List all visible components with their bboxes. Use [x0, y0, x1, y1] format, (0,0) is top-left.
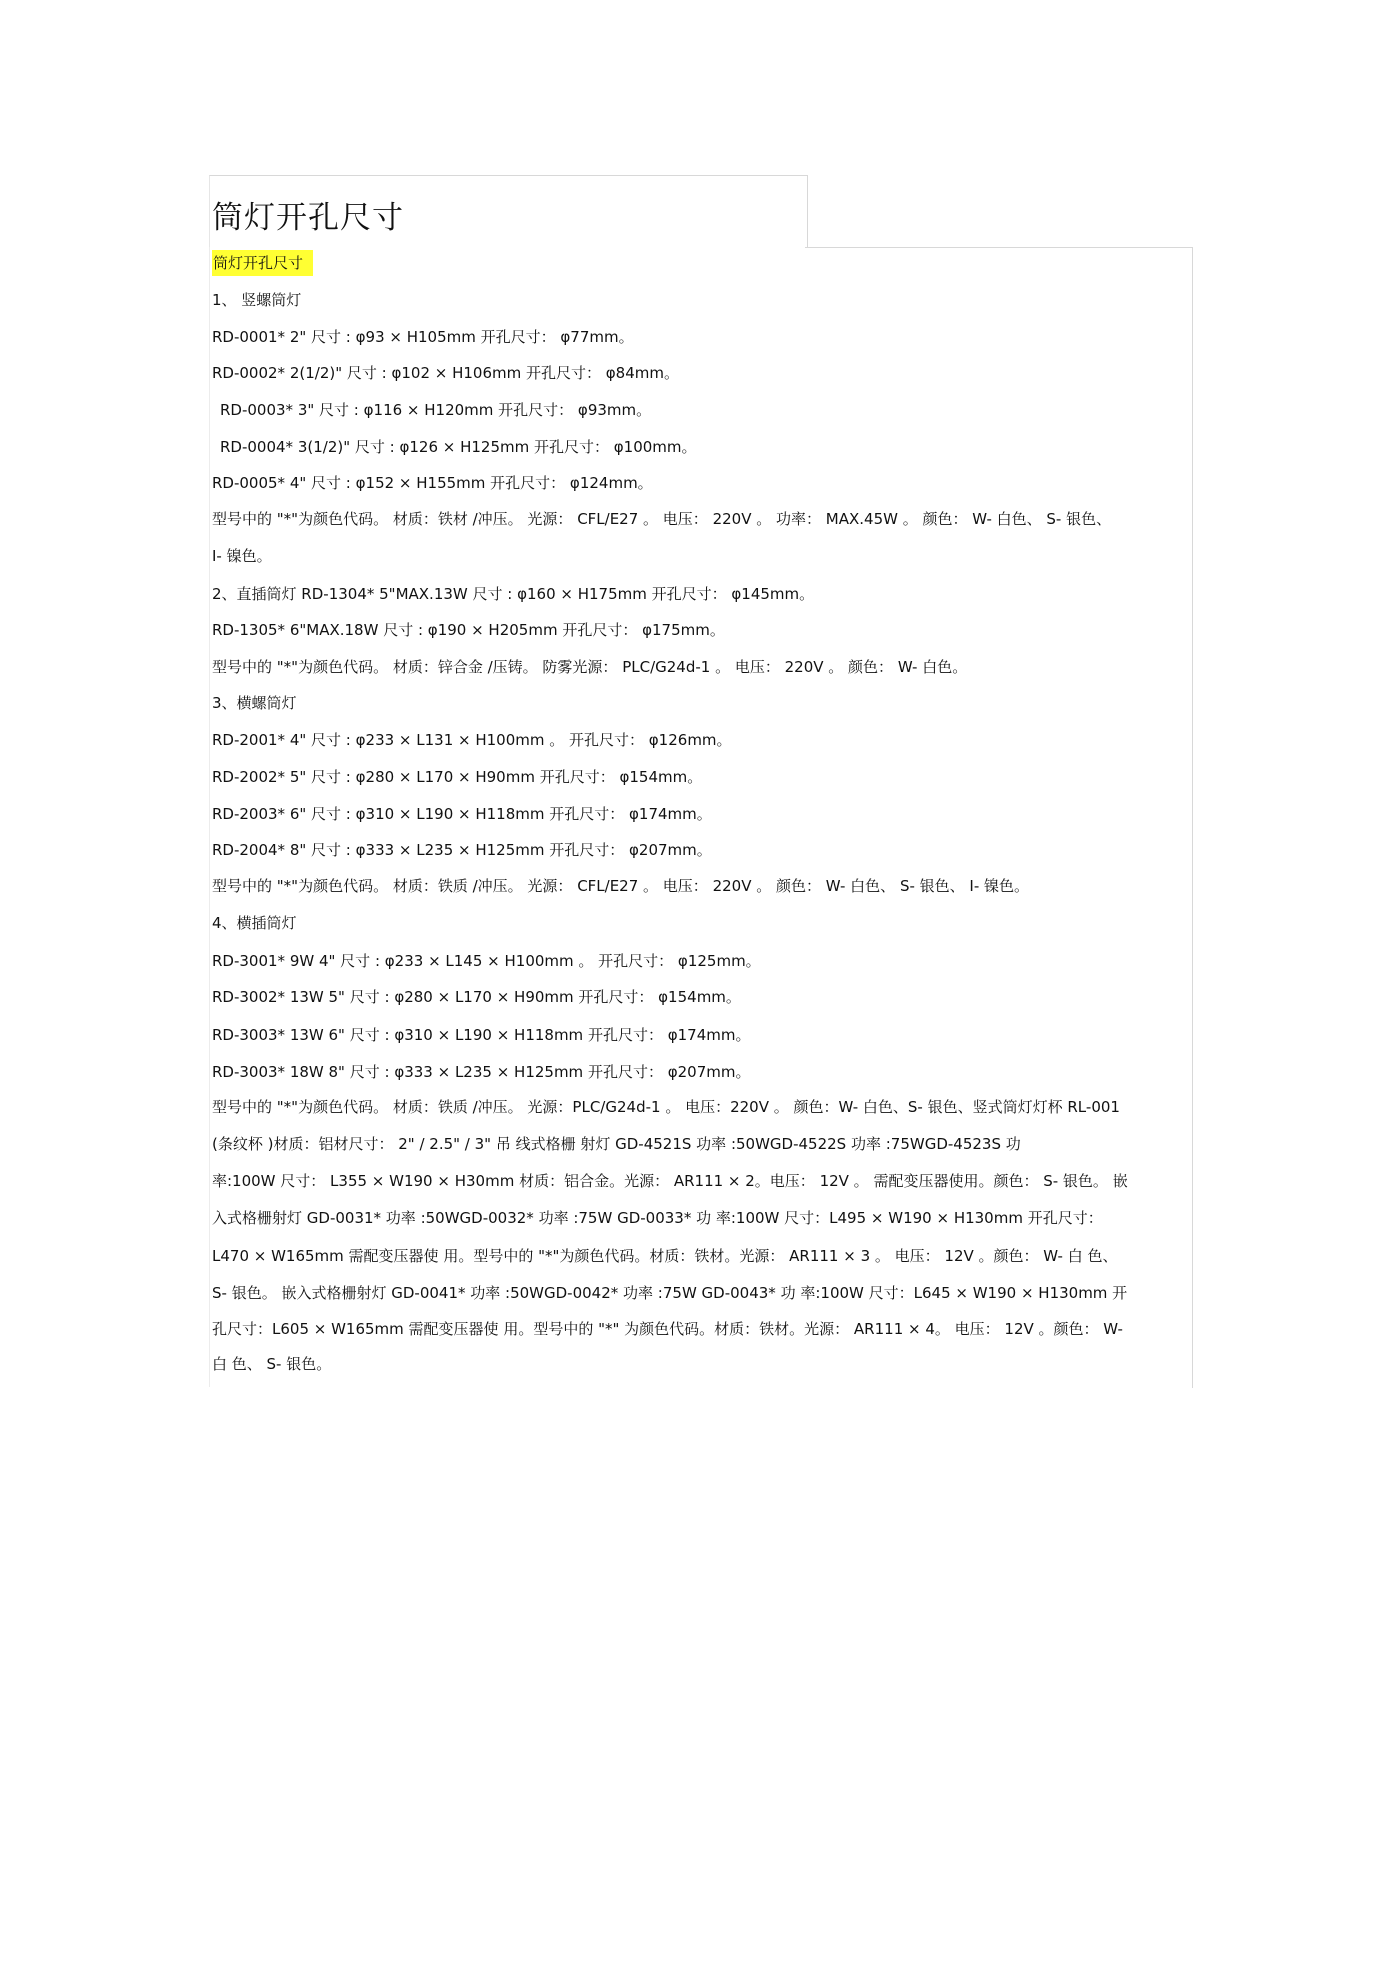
- paragraph-line: 孔尺寸：L605 × W165mm 需配变压器使 用。型号中的 "*" 为颜色代码。材质：铁材。光源： AR111 × 4。 电压： 12V 。颜色： W-: [212, 1320, 1123, 1338]
- spec-note: 型号中的 "*"为颜色代码。 材质：铁质 /冲压。 光源： CFL/E27 。 电压： 220V 。 颜色： W- 白色、 S- 银色、 I- 镍色。: [212, 877, 1030, 895]
- spec-line: RD-2001* 4" 尺寸 : φ233 × L131 × H100mm 。 开孔尺寸： φ126mm。: [212, 731, 732, 749]
- section-heading-direct-plug: 2、直插筒灯 RD-1304* 5"MAX.13W 尺寸 : φ160 × H175mm 开孔尺寸： φ145mm。: [212, 585, 815, 603]
- section-heading-horizontal-plug: 4、横插筒灯: [212, 914, 297, 932]
- spec-line: RD-0002* 2(1/2)" 尺寸 : φ102 × H106mm 开孔尺寸： φ84mm。: [212, 364, 679, 382]
- paragraph-line: (条纹杯 )材质：铝材尺寸： 2" / 2.5" / 3" 吊 线式格栅 射灯 GD-4521S 功率 :50WGD-4522S 功率 :75WGD-4523S 功: [212, 1135, 1021, 1153]
- paragraph-line: L470 × W165mm 需配变压器使 用。型号中的 "*"为颜色代码。材质：铁材。光源： AR111 × 3 。 电压： 12V 。颜色： W- 白 色、: [212, 1247, 1118, 1265]
- spec-line: RD-3002* 13W 5" 尺寸 : φ280 × L170 × H90mm 开孔尺寸： φ154mm。: [212, 988, 741, 1006]
- paragraph-line: 白 色、 S- 银色。: [212, 1355, 332, 1373]
- spec-note: 型号中的 "*"为颜色代码。 材质：锌合金 /压铸。 防雾光源： PLC/G24d-1 。 电压： 220V 。 颜色： W- 白色。: [212, 658, 968, 676]
- paragraph-line: 型号中的 "*"为颜色代码。 材质：铁质 /冲压。 光源：PLC/G24d-1 。 电压：220V 。 颜色：W- 白色、S- 银色、竖式筒灯灯杯 RL-001: [212, 1098, 1120, 1116]
- spec-line: RD-2002* 5" 尺寸 : φ280 × L170 × H90mm 开孔尺寸： φ154mm。: [212, 768, 703, 786]
- spec-line: RD-3003* 13W 6" 尺寸 : φ310 × L190 × H118mm 开孔尺寸： φ174mm。: [212, 1026, 751, 1044]
- page-frame-left: [209, 247, 210, 1387]
- section-heading-horizontal-screw: 3、横螺筒灯: [212, 694, 297, 712]
- paragraph-line: 入式格栅射灯 GD-0031* 功率 :50WGD-0032* 功率 :75W GD-0033* 功 率:100W 尺寸：L495 × W190 × H130mm 开孔尺寸：: [212, 1209, 1103, 1227]
- paragraph-line: 率:100W 尺寸： L355 × W190 × H30mm 材质：铝合金。光源： AR111 × 2。电压： 12V 。 需配变压器使用。颜色： S- 银色。 嵌: [212, 1172, 1128, 1190]
- spec-line: RD-3003* 18W 8" 尺寸 : φ333 × L235 × H125mm 开孔尺寸： φ207mm。: [212, 1063, 751, 1081]
- spec-line: RD-0005* 4" 尺寸 : φ152 × H155mm 开孔尺寸： φ124mm。: [212, 474, 653, 492]
- highlighted-subtitle: 筒灯开孔尺寸: [212, 250, 313, 276]
- spec-line: RD-0004* 3(1/2)" 尺寸 : φ126 × H125mm 开孔尺寸： φ100mm。: [220, 438, 697, 456]
- spec-line: RD-0001* 2" 尺寸 : φ93 × H105mm 开孔尺寸： φ77mm。: [212, 328, 634, 346]
- spec-note: I- 镍色。: [212, 547, 272, 565]
- spec-note: 型号中的 "*"为颜色代码。 材质：铁材 /冲压。 光源： CFL/E27 。 电压： 220V 。 功率： MAX.45W 。 颜色： W- 白色、 S- 银色、: [212, 510, 1112, 528]
- paragraph-line: S- 银色。 嵌入式格栅射灯 GD-0041* 功率 :50WGD-0042* 功率 :75W GD-0043* 功 率:100W 尺寸：L645 × W190 × H130mm 开: [212, 1284, 1128, 1302]
- spec-line: RD-2004* 8" 尺寸 : φ333 × L235 × H125mm 开孔尺寸： φ207mm。: [212, 841, 712, 859]
- page-title: 筒灯开孔尺寸: [212, 200, 404, 236]
- section-heading-vertical-screw: 1、 竖螺筒灯: [212, 291, 302, 309]
- spec-line: RD-1305* 6"MAX.18W 尺寸 : φ190 × H205mm 开孔尺寸： φ175mm。: [212, 621, 725, 639]
- spec-line: RD-3001* 9W 4" 尺寸 : φ233 × L145 × H100mm 。 开孔尺寸： φ125mm。: [212, 952, 761, 970]
- spec-line: RD-2003* 6" 尺寸 : φ310 × L190 × H118mm 开孔尺寸： φ174mm。: [212, 805, 712, 823]
- spec-line: RD-0003* 3" 尺寸 : φ116 × H120mm 开孔尺寸： φ93mm。: [220, 401, 652, 419]
